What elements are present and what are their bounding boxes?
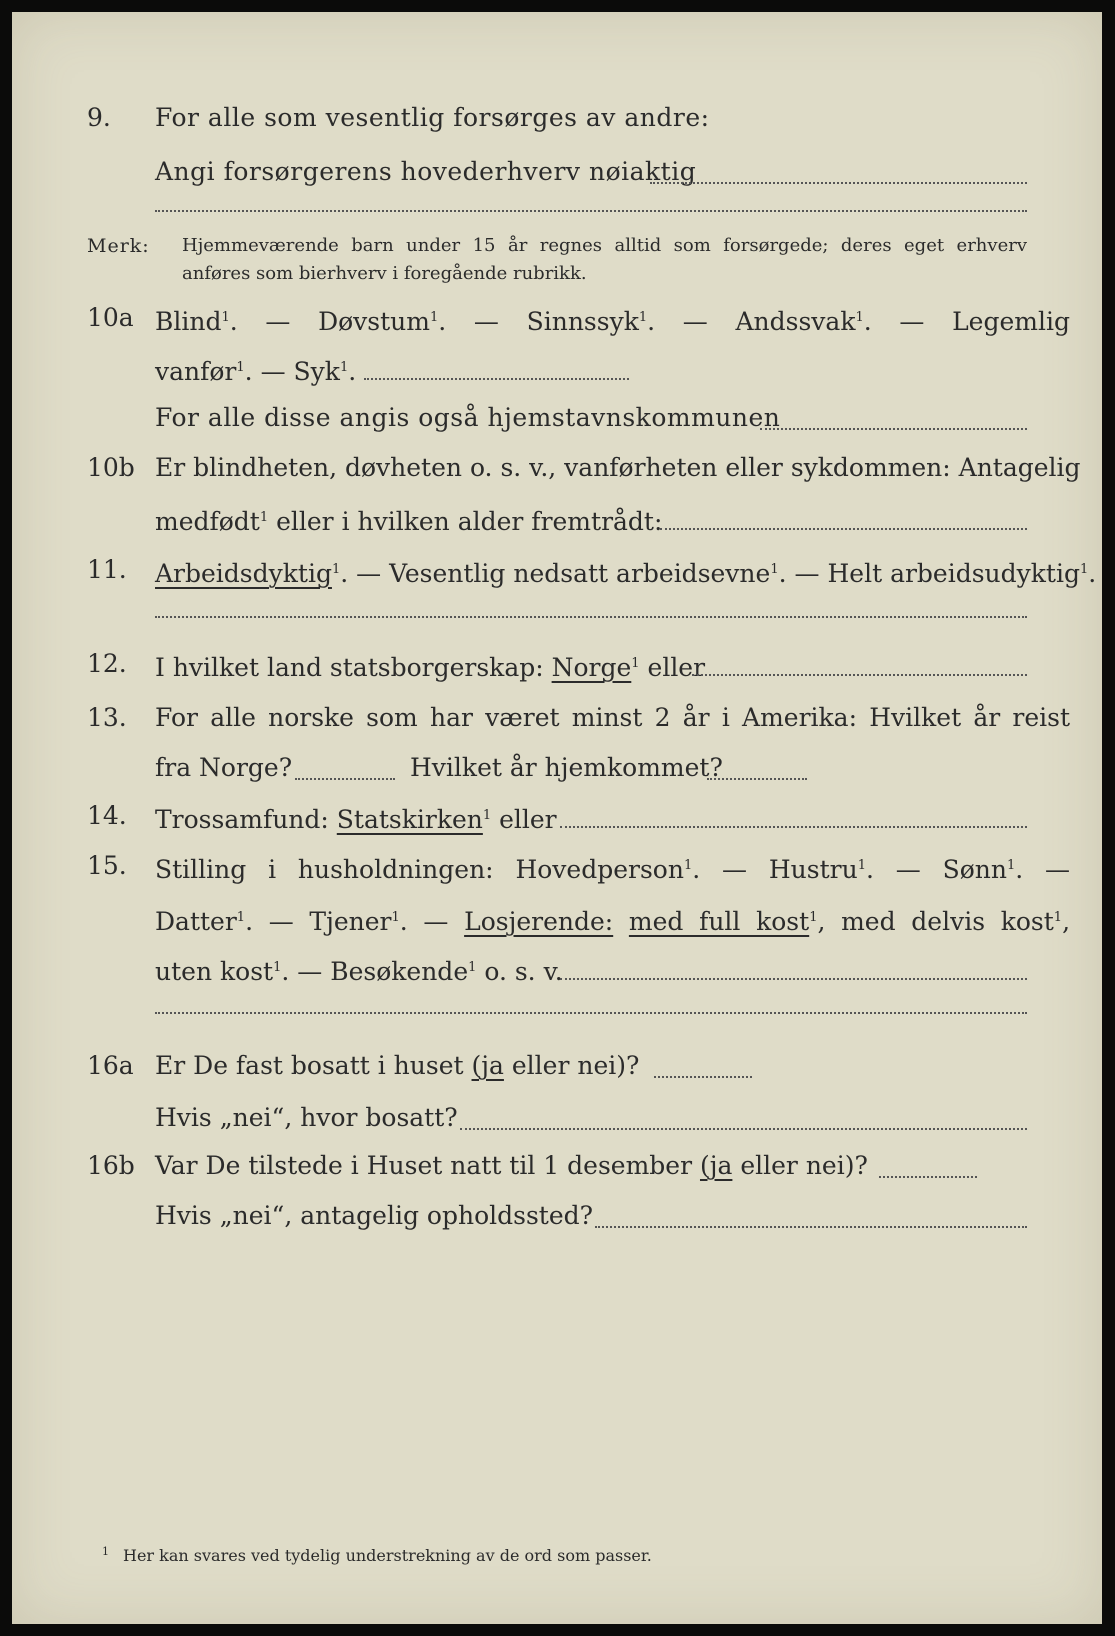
question-text: Er blindheten, døvheten o. s. v., vanførheten eller sykdommen: Antagelig: [155, 453, 1081, 482]
question-10a-line3: [12, 398, 1102, 438]
question-16b-line2: [12, 1196, 1102, 1236]
punct: .: [244, 357, 253, 386]
option-ja-underlined[interactable]: (ja: [699, 1151, 733, 1180]
answer-line[interactable]: [595, 1226, 1027, 1228]
footnote-ref: 1: [259, 510, 269, 525]
option-losjerende-underlined[interactable]: Losjerende:: [464, 907, 614, 936]
question-text: [155, 298, 1070, 342]
footnote-mark: 1: [102, 1545, 109, 1558]
question-text: [155, 550, 1097, 594]
separator: —: [297, 957, 323, 986]
footnote-ref: 1: [468, 960, 477, 975]
answer-line-return[interactable]: [707, 778, 807, 780]
question-text: [155, 1146, 868, 1186]
question-10b-line2: [12, 498, 1102, 538]
question-text: Hvis „nei“, hvor bosatt?: [155, 1103, 458, 1132]
question-9-line2: [12, 152, 1102, 192]
footnote-ref: 1: [809, 910, 818, 925]
answer-line[interactable]: [879, 1176, 977, 1178]
punct: .: [281, 957, 290, 986]
separator: —: [423, 907, 449, 936]
question-10a: [12, 298, 1102, 338]
separator: —: [895, 855, 921, 884]
question-number: 14.: [87, 801, 127, 830]
question-16a: [12, 1046, 1102, 1086]
question-number: 9.: [87, 103, 111, 132]
option-medfodt[interactable]: medfødt: [155, 507, 260, 536]
question-number: 13.: [87, 703, 127, 732]
separator: —: [260, 357, 286, 386]
question-text-part: Stilling i husholdningen:: [155, 855, 494, 884]
footnote-ref: 1: [339, 360, 349, 375]
question-text: Hvilket år hjemkommet?: [410, 753, 723, 782]
question-text-part: o. s. v.: [476, 957, 563, 986]
question-12: [12, 644, 1102, 684]
question-9: [12, 98, 1102, 138]
footnote-ref: 1: [683, 858, 693, 873]
note-line: Hjemmeværende barn under 15 år regnes alltid som forsørgede; deres eget erhverv: [182, 235, 1027, 256]
footnote-ref: 1: [855, 310, 864, 325]
punct: .: [778, 559, 787, 588]
option-legemlig[interactable]: Legemlig: [952, 307, 1070, 336]
answer-line[interactable]: [654, 1076, 752, 1078]
punct: .: [438, 307, 447, 336]
question-text-part: Er De fast bosatt i huset: [155, 1051, 472, 1080]
answer-line[interactable]: [560, 978, 1027, 980]
answer-line[interactable]: [650, 182, 1027, 184]
question-15-line3: [12, 948, 1102, 988]
note-line: anføres som bierhverv i foregående rubrikk.: [182, 263, 587, 284]
question-number: 15.: [87, 851, 127, 880]
punct: .: [399, 907, 408, 936]
option-hovedperson[interactable]: Hovedperson: [515, 855, 684, 884]
question-text: [155, 948, 563, 992]
footnote-ref: 1: [236, 910, 246, 925]
punct: .: [245, 907, 254, 936]
question-number: 12.: [87, 649, 127, 678]
footnote-ref: 1: [482, 808, 492, 823]
question-text-part: eller: [639, 653, 706, 682]
punct: .: [647, 307, 656, 336]
question-text: For alle som vesentlig forsørges av andre:: [155, 103, 710, 132]
option-uten-kost[interactable]: uten kost: [155, 957, 274, 986]
option-nedsatt[interactable]: Vesentlig nedsatt arbeidsevne: [389, 559, 771, 588]
option-tjener[interactable]: Tjener: [309, 907, 392, 936]
footnote-ref: 1: [331, 562, 341, 577]
question-text: [155, 498, 662, 542]
question-text: For alle disse angis også hjemstavnskommunen: [155, 403, 781, 432]
option-full-kost-underlined[interactable]: med full kost: [628, 907, 810, 936]
question-text: Datter$^1$. — Tjener$^1$. — Losjerende: med full kost$^1$, med delvis kost$^1$,: [155, 907, 1071, 936]
question-text: [155, 796, 557, 840]
question-number: 11.: [87, 555, 127, 584]
option-delvis-kost[interactable]: med delvis kost: [841, 907, 1054, 936]
option-sonn[interactable]: Sønn: [942, 855, 1007, 884]
question-text-part: Trossamfund:: [155, 805, 337, 834]
option-arbeidsdyktig-underlined[interactable]: Arbeidsdyktig: [155, 559, 332, 588]
footnote-ref: 1: [770, 562, 779, 577]
separator: —: [268, 907, 294, 936]
question-10b: [12, 448, 1102, 488]
footnote-ref: 1: [236, 360, 245, 375]
footnote-ref: 1: [1006, 858, 1016, 873]
footnote-ref: 1: [1053, 910, 1063, 925]
question-number: 10b: [87, 453, 135, 482]
answer-line[interactable]: [760, 428, 1027, 430]
answer-line[interactable]: [155, 1012, 1027, 1014]
separator: —: [794, 559, 820, 588]
answer-line[interactable]: [692, 674, 1027, 676]
option-ja-underlined[interactable]: (ja: [471, 1051, 504, 1080]
option-andssvak[interactable]: Andssvak: [735, 307, 856, 336]
question-text: For alle norske som har været minst 2 år i Amerika: Hvilket år reist: [155, 703, 1070, 732]
answer-line[interactable]: [660, 528, 1027, 530]
question-text-part: eller i hvilken alder fremtrådt:: [268, 507, 663, 536]
footnote-ref: 1: [273, 960, 282, 975]
question-13: [12, 698, 1102, 738]
punct: .: [692, 855, 701, 884]
question-text: Angi forsørgerens hovederhverv nøiaktig: [155, 157, 697, 186]
punct: .: [340, 559, 349, 588]
footnote-ref: 1: [429, 310, 439, 325]
note-label: Merk:: [87, 235, 150, 257]
footnote-ref: 1: [631, 656, 640, 671]
punct: .: [1015, 855, 1024, 884]
option-besokende[interactable]: Besøkende: [330, 957, 469, 986]
question-16b: [12, 1146, 1102, 1186]
punct: .: [229, 307, 238, 336]
question-text: [155, 644, 705, 688]
question-text-part: Var De tilstede i Huset natt til 1 desember: [155, 1151, 700, 1180]
question-10a-line2: [12, 348, 1102, 388]
question-text-part: eller: [491, 805, 557, 834]
punct: .: [865, 855, 874, 884]
question-text: [155, 1046, 639, 1086]
option-dovstum[interactable]: Døvstum: [318, 307, 430, 336]
question-14: [12, 796, 1102, 836]
question-16a-line2: [12, 1098, 1102, 1138]
punct: .: [1088, 559, 1097, 588]
answer-line[interactable]: [155, 616, 1027, 618]
option-sinnssyk[interactable]: Sinnssyk: [526, 307, 639, 336]
question-15-line2: [12, 898, 1102, 938]
answer-line[interactable]: [460, 1128, 1027, 1130]
punct: .: [348, 357, 357, 386]
option-norge-underlined[interactable]: Norge: [551, 653, 632, 682]
footnote-ref: 1: [638, 310, 648, 325]
separator: —: [722, 855, 748, 884]
punct: .: [863, 307, 872, 336]
footnote: [102, 1540, 652, 1568]
option-datter[interactable]: Datter: [155, 907, 237, 936]
answer-line[interactable]: [560, 826, 1027, 828]
question-text: fra Norge?: [155, 753, 293, 782]
separator: —: [356, 559, 382, 588]
question-text: [155, 348, 356, 392]
option-vanfor[interactable]: vanfør: [155, 357, 237, 386]
footnote-ref: 1: [391, 910, 400, 925]
census-form-page: [12, 12, 1102, 1624]
question-text-part: eller nei)?: [732, 1151, 868, 1180]
answer-line[interactable]: [155, 210, 1027, 212]
option-udyktig[interactable]: Helt arbeidsudyktig: [827, 559, 1080, 588]
separator: —: [899, 307, 925, 336]
question-number: 16b: [87, 1151, 135, 1180]
separator: —: [265, 307, 291, 336]
footnote-ref: 1: [221, 310, 230, 325]
option-hustru[interactable]: Hustru: [768, 855, 858, 884]
footnote-text: Her kan svares ved tydelig understrekning av de ord som passer.: [123, 1546, 652, 1565]
option-syk[interactable]: Syk: [293, 357, 340, 386]
question-text: Hvis „nei“, antagelig opholdssted?: [155, 1201, 594, 1230]
option-statskirken-underlined[interactable]: Statskirken: [336, 805, 483, 834]
separator: —: [1045, 855, 1071, 884]
question-number: 16a: [87, 1051, 134, 1080]
option-blind[interactable]: Blind: [155, 307, 222, 336]
footnote-ref: 1: [1079, 562, 1089, 577]
question-15: [12, 846, 1102, 886]
question-text-part: eller nei)?: [503, 1051, 640, 1080]
question-text: [155, 846, 1070, 890]
note-text: [182, 232, 1027, 288]
answer-line[interactable]: [364, 378, 629, 380]
separator: —: [473, 307, 499, 336]
question-number: 10a: [87, 303, 134, 332]
question-text-part: I hvilket land statsborgerskap:: [155, 653, 552, 682]
question-13-line2: [12, 748, 1102, 788]
separator: —: [682, 307, 708, 336]
footnote-ref: 1: [857, 858, 866, 873]
answer-line-departure[interactable]: [295, 778, 395, 780]
question-11: [12, 550, 1102, 590]
note-block: [12, 232, 1102, 292]
